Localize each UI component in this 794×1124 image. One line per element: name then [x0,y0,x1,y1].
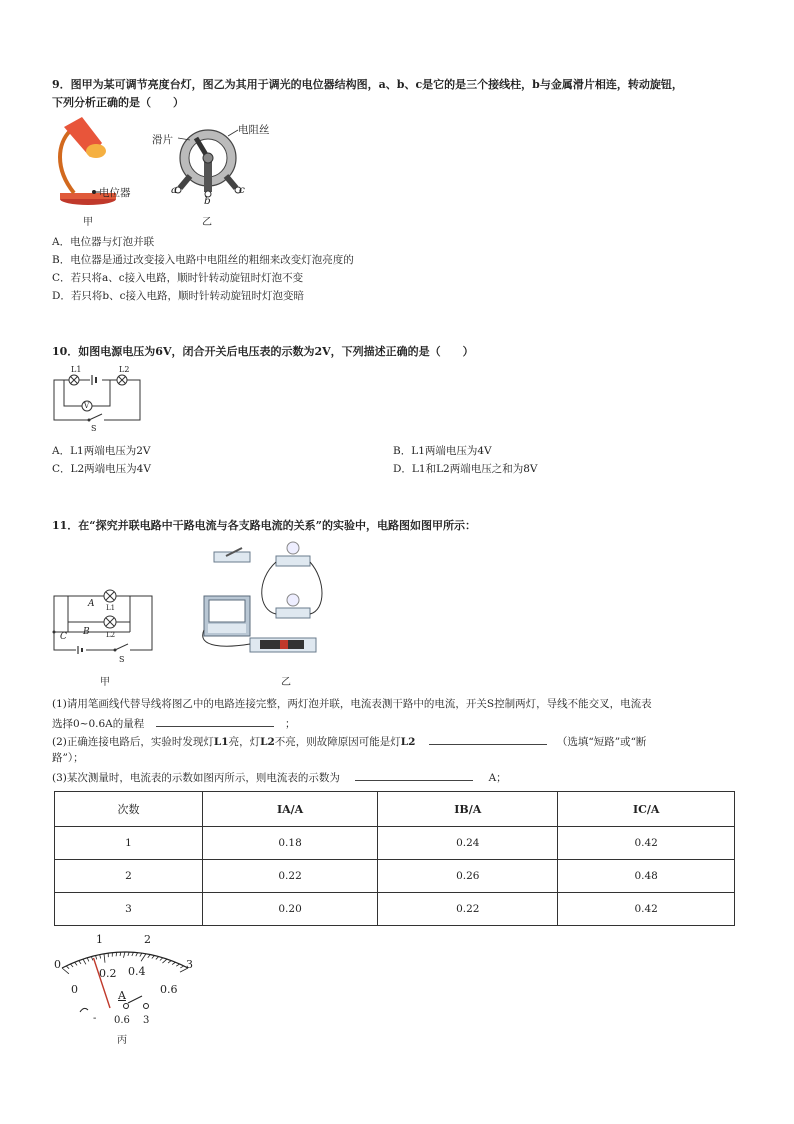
q11-part2-l2: L2 [260,736,275,748]
meter-tick [140,953,142,956]
q9-option-d: D．若只将b、c接入电路，顺时针转动旋钮时灯泡变暗 [52,290,305,302]
meter-unit: A [118,989,126,1002]
meter-bottom-tick-3: 0.6 [160,983,178,996]
meter-scale-arc [62,952,188,968]
q9-title-line1: 9．图甲为某可调节亮度台灯，图乙为其用于调光的电位器结构图，a、b、c是它的是三个接线柱，b与金属滑片相连，转动旋钮， [52,78,683,91]
meter-tick [148,955,150,958]
table-cell: 0.24 [378,827,558,860]
table-header-ib: IB/A [378,792,558,827]
q9-lamp-figure [50,113,146,227]
q11-part3-text: (3)某次测量时，电流表的示数如图丙所示，则电流表的示数为 [52,772,340,784]
q9-option-a: A．电位器与灯泡并联 [52,236,155,248]
q9-fig-jia-caption: 甲 [83,217,93,228]
table-header-row [55,792,735,827]
table-header-count: 次数 [55,792,203,827]
q10-fig-l1: L1 [71,365,82,374]
meter-top-tick-1: 1 [96,933,103,946]
q9-fig-yi-c: c [239,184,245,196]
q9-fig-yi-a: a [171,184,178,196]
meter-tick [136,953,138,957]
table-cell: 0.42 [558,827,735,860]
q10-option-a: A．L1两端电压为2V [52,445,151,457]
table-cell: 3 [55,893,203,926]
meter-tick [160,958,163,961]
table-cell: 1 [55,827,203,860]
meter-tick [168,961,171,963]
q9-fig-yi-wire: 电阻丝 [238,124,270,136]
q11-part1-line1: (1)请用笔画线代替导线将图乙中的电路连接完整，两灯泡并联，电流表测干路中的电流，开关S控制两灯，导线不能交叉，电流表 [52,698,652,710]
meter-bottom-tick-1: 0.2 [99,967,117,980]
q10-option-c: C．L2两端电压为4V [52,463,151,475]
q11-bulb-l2 [287,594,299,606]
table-cell: 2 [55,860,203,893]
meter-terminal-minus: - [93,1013,97,1024]
q11-fig-jia-caption: 甲 [100,677,110,688]
meter-tick [176,964,179,966]
q11-apparatus-figure [196,540,326,670]
meter-tick [87,958,89,962]
q10-title: 10．如图电源电压为6V，闭合开关后电压表的示数为2V，下列描述正确的是（ ） [52,345,474,358]
meter-tick [172,962,175,964]
table-cell: 0.18 [202,827,377,860]
q11-part2-l1: L1 [213,736,229,748]
q11-part2-l2b: L2 [400,736,416,748]
meter-tick [141,954,146,961]
q9-fig-yi-slider: 滑片 [152,134,173,146]
q11-fig-l1: L1 [106,604,116,612]
q11-part1-answer-blank[interactable] [156,715,274,727]
q11-part2-text-b: 亮，灯 [228,736,261,748]
meter-tick [100,955,101,959]
meter-tick [104,954,105,963]
q9-fig-yi-b: b [204,195,211,207]
meter-tick [91,957,92,961]
q10-circuit-figure [50,364,150,434]
meter-tick [96,955,97,959]
table-cell: 0.22 [378,893,558,926]
q10-fig-s: S [91,424,97,433]
q10-fig-l2: L2 [119,365,130,374]
meter-tick [70,964,73,967]
meter-tick [123,952,125,958]
q11-fig-s: S [119,655,125,664]
meter-tick [156,957,159,960]
q11-data-table [54,791,735,926]
meter-tick [152,955,155,958]
table-cell: 0.42 [558,893,735,926]
q11-part2-text-c: 不亮，则故障原因可能是灯 [274,736,401,748]
meter-tick [180,966,183,968]
q9-fig-yi-caption: 乙 [202,217,212,228]
q11-bulb-l1 [287,542,299,554]
meter-tick [162,959,167,963]
meter-needle [94,958,111,1008]
table-cell: 0.22 [202,860,377,893]
q11-fig-l2: L2 [106,631,116,639]
q10-fig-v: V [84,402,90,410]
meter-tick [83,959,86,964]
q11-fig-point-c: C [60,632,67,642]
meter-terminal-3: 3 [143,1015,150,1026]
q11-part2-text-a: (2)正确连接电路后，实验时发现灯 [52,736,214,748]
meter-tick [62,968,69,974]
q11-fig-point-a: A [88,599,95,609]
meter-tick [75,962,77,965]
q11-part3-answer-blank[interactable] [355,769,473,781]
q10-option-b: B．L1两端电压为4V [393,445,492,457]
table-row [55,827,735,860]
q11-part1-end: ； [284,718,296,730]
meter-caption: 丙 [117,1035,127,1046]
q11-fig-point-b: B [83,627,90,637]
q10-option-d: D．L1和L2两端电压之和为8V [393,463,538,475]
meter-tick [66,966,69,969]
q9-title-line2: 下列分析正确的是（ ） [52,96,184,109]
meter-top-tick-3: 3 [186,958,193,971]
table-cell: 0.20 [202,893,377,926]
table-header-ic: IC/A [558,792,735,827]
q11-fig-yi-caption: 乙 [281,677,291,688]
lamp-stem [60,131,74,193]
q9-option-b: B．电位器是通过改变接入电路中电阻丝的粗细来改变灯泡亮度的 [52,254,354,266]
q9-option-c: C．若只将a、c接入电路，顺时针转动旋钮时灯泡不变 [52,272,304,284]
meter-tick [79,961,81,964]
meter-top-tick-2: 2 [144,933,151,946]
meter-top-tick-0: 0 [54,958,61,971]
q11-part2-answer-blank[interactable] [429,733,547,745]
q9-fig-jia-label: 电位器 [99,187,131,199]
table-row [55,893,735,926]
q11-title: 11．在“探究并联电路中干路电流与各支路电流的关系”的实验中，电路图如图甲所示： [52,519,476,532]
q11-meter-figure [50,930,200,1020]
table-header-ia: IA/A [202,792,377,827]
meter-bottom-tick-2: 0.4 [128,965,146,978]
q11-part1-text: 选择0~0.6A的量程 [52,718,145,730]
meter-terminal-06: 0.6 [114,1015,130,1026]
meter-bottom-tick-0: 0 [71,983,78,996]
q11-part3-unit: A； [488,772,507,784]
q11-circuit-diagram [50,586,156,658]
table-cell: 0.26 [378,860,558,893]
q11-part2-line2: 路”）； [52,752,84,764]
table-row [55,860,735,893]
table-cell: 0.48 [558,860,735,893]
q11-part2-text-d: （选填“短路”或“断 [556,736,647,748]
